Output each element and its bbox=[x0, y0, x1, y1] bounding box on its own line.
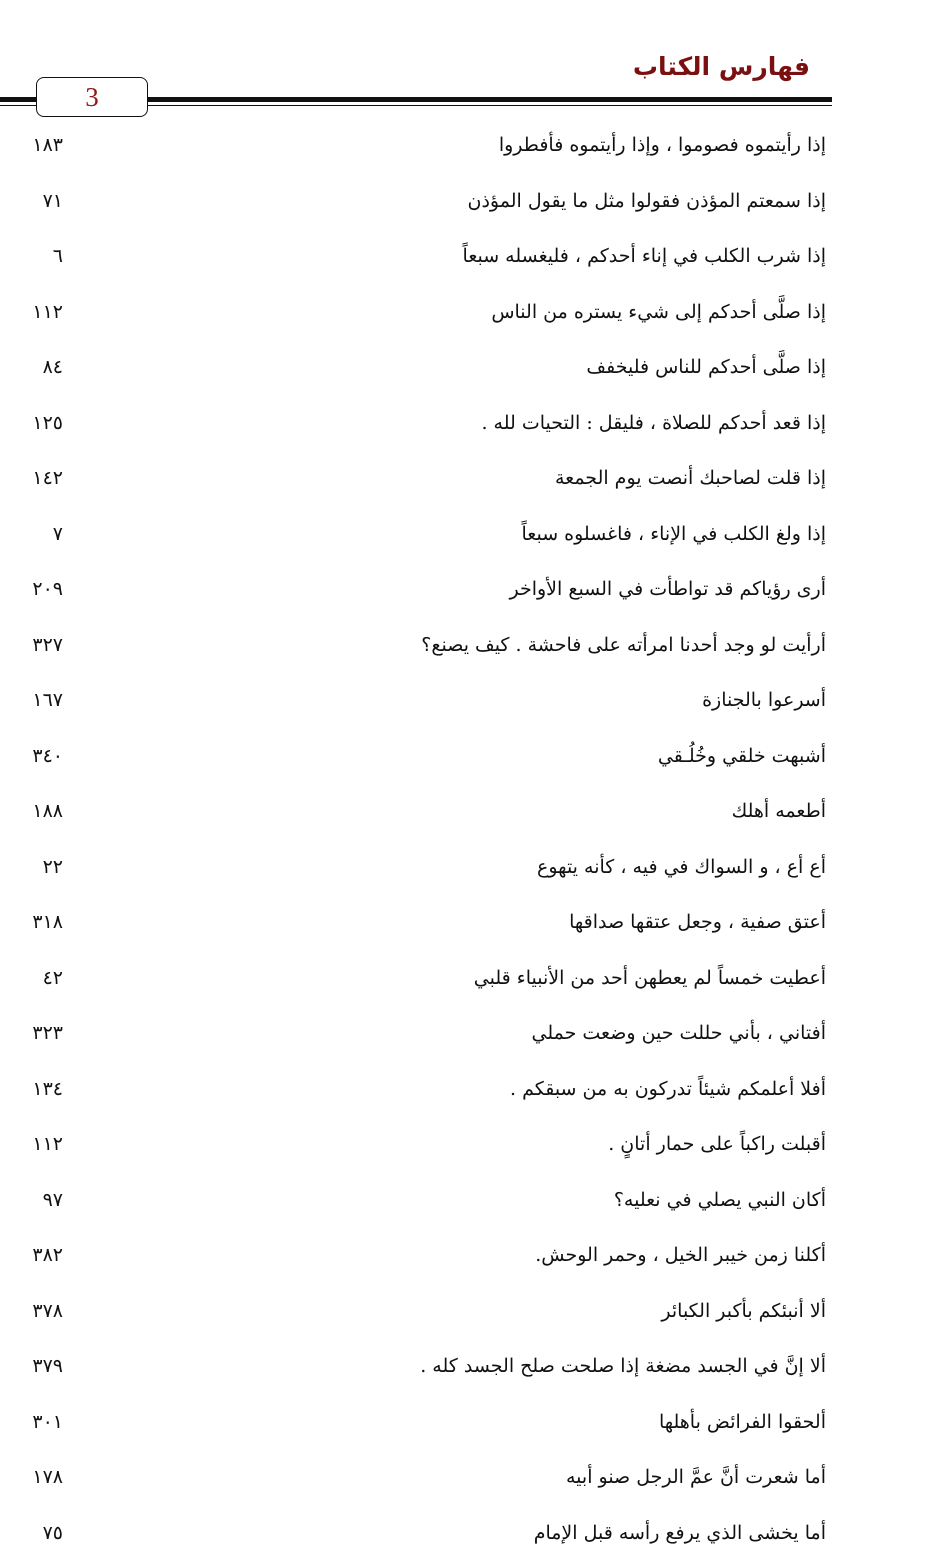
entry-page-number: ٣٧٩ bbox=[32, 1351, 63, 1381]
index-entry bbox=[0, 1450, 945, 1506]
entry-text: ألا إنَّ في الجسد مضغة إذا صلحت صلح الجسد كله . bbox=[420, 1351, 826, 1381]
entry-text: إذا صلَّى أحدكم إلى شيء يستره من الناس bbox=[491, 297, 826, 327]
page-title: فهارس الكتاب bbox=[633, 52, 810, 81]
entry-page-number: ٩٧ bbox=[43, 1185, 63, 1215]
entry-text: أسرعوا بالجنازة bbox=[702, 685, 826, 715]
entry-text: إذا سمعتم المؤذن فقولوا مثل ما يقول المؤذن bbox=[468, 186, 827, 216]
entry-text: أما شعرت أنَّ عمَّ الرجل صنو أبيه bbox=[566, 1462, 826, 1492]
entry-text: إذا قعد أحدكم للصلاة ، فليقل : التحيات لله . bbox=[481, 408, 826, 438]
entry-page-number: ١٢٥ bbox=[32, 408, 63, 438]
entry-page-number: ٤٢ bbox=[43, 963, 63, 993]
entry-text: أع أع ، و السواك في فيه ، كأنه يتهوع bbox=[537, 852, 826, 882]
entry-text: أعطيت خمساً لم يعطهن أحد من الأنبياء قلبي bbox=[474, 963, 826, 993]
index-entry bbox=[0, 1228, 945, 1284]
index-entry bbox=[0, 1395, 945, 1451]
entry-text: أطعمه أهلك bbox=[732, 796, 826, 826]
index-entry bbox=[0, 1173, 945, 1229]
index-entry bbox=[0, 562, 945, 618]
entry-text: ألحقوا الفرائض بأهلها bbox=[659, 1407, 826, 1437]
entry-page-number: ٣٤٠ bbox=[32, 741, 63, 771]
entry-text: إذا صلَّى أحدكم للناس فليخفف bbox=[586, 352, 826, 382]
entry-page-number: ٣٢٧ bbox=[32, 630, 63, 660]
entry-text: أشبهت خلقي وخُلُـقي bbox=[658, 741, 826, 771]
entry-page-number: ٧ bbox=[53, 519, 63, 549]
index-entry bbox=[0, 1506, 945, 1561]
entry-text: أفلا أعلمكم شيئاً تدركون به من سبقكم . bbox=[510, 1074, 826, 1104]
index-entry bbox=[0, 1339, 945, 1395]
index-entry bbox=[0, 451, 945, 507]
entry-page-number: ٣١٨ bbox=[32, 907, 63, 937]
index-entry bbox=[0, 618, 945, 674]
page-number-box bbox=[36, 77, 148, 117]
entry-text: أكان النبي يصلي في نعليه؟ bbox=[614, 1185, 826, 1215]
index-entry bbox=[0, 784, 945, 840]
entry-text: إذا رأيتموه فصوموا ، وإذا رأيتموه فأفطروا bbox=[499, 130, 826, 160]
entry-text: أعتق صفية ، وجعل عتقها صداقها bbox=[569, 907, 826, 937]
entry-page-number: ١٣٤ bbox=[32, 1074, 63, 1104]
entry-text: أفتاني ، بأني حللت حين وضعت حملي bbox=[532, 1018, 827, 1048]
entry-page-number: ٧٥ bbox=[43, 1518, 63, 1548]
entry-text: ألا أنبئكم بأكبر الكبائر bbox=[661, 1296, 826, 1326]
index-entry bbox=[0, 285, 945, 341]
entry-page-number: ١٨٣ bbox=[32, 130, 63, 160]
entry-page-number: ١٧٨ bbox=[32, 1462, 63, 1492]
entry-page-number: ١١٢ bbox=[32, 297, 63, 327]
index-list bbox=[0, 118, 945, 1561]
entry-text: أكلنا زمن خيبر الخيل ، وحمر الوحش. bbox=[535, 1240, 826, 1270]
entry-page-number: ٢٠٩ bbox=[32, 574, 63, 604]
entry-page-number: ١٦٧ bbox=[32, 685, 63, 715]
index-entry bbox=[0, 118, 945, 174]
index-entry bbox=[0, 229, 945, 285]
entry-text: أما يخشى الذي يرفع رأسه قبل الإمام bbox=[534, 1518, 826, 1548]
entry-text: إذا شرب الكلب في إناء أحدكم ، فليغسله سبعاً bbox=[463, 241, 826, 271]
index-entry bbox=[0, 507, 945, 563]
index-entry bbox=[0, 396, 945, 452]
index-entry bbox=[0, 1284, 945, 1340]
page-number: 3 bbox=[37, 82, 147, 113]
index-entry bbox=[0, 1117, 945, 1173]
entry-text: إذا قلت لصاحبك أنصت يوم الجمعة bbox=[555, 463, 826, 493]
entry-page-number: ٣٧٨ bbox=[32, 1296, 63, 1326]
entry-text: أقبلت راكباً على حمار أتانٍ . bbox=[608, 1129, 826, 1159]
entry-page-number: ٧١ bbox=[43, 186, 63, 216]
entry-page-number: ٣٨٢ bbox=[32, 1240, 63, 1270]
index-entry bbox=[0, 1062, 945, 1118]
index-entry bbox=[0, 895, 945, 951]
entry-text: إذا ولغ الكلب في الإناء ، فاغسلوه سبعاً bbox=[522, 519, 826, 549]
index-entry bbox=[0, 840, 945, 896]
page-header bbox=[0, 0, 945, 130]
index-entry bbox=[0, 340, 945, 396]
index-entry bbox=[0, 1006, 945, 1062]
entry-page-number: ٣٠١ bbox=[32, 1407, 63, 1437]
entry-text: أرى رؤياكم قد تواطأت في السبع الأواخر bbox=[510, 574, 827, 604]
entry-page-number: ١٨٨ bbox=[32, 796, 63, 826]
index-entry bbox=[0, 673, 945, 729]
entry-page-number: ٨٤ bbox=[43, 352, 63, 382]
index-entry bbox=[0, 951, 945, 1007]
entry-page-number: ٢٢ bbox=[43, 852, 63, 882]
index-entry bbox=[0, 729, 945, 785]
entry-page-number: ٦ bbox=[53, 241, 63, 271]
entry-text: أرأيت لو وجد أحدنا امرأته على فاحشة . كيف يصنع؟ bbox=[421, 630, 826, 660]
entry-page-number: ٣٢٣ bbox=[32, 1018, 63, 1048]
index-entry bbox=[0, 174, 945, 230]
entry-page-number: ١١٢ bbox=[32, 1129, 63, 1159]
entry-page-number: ١٤٢ bbox=[32, 463, 63, 493]
